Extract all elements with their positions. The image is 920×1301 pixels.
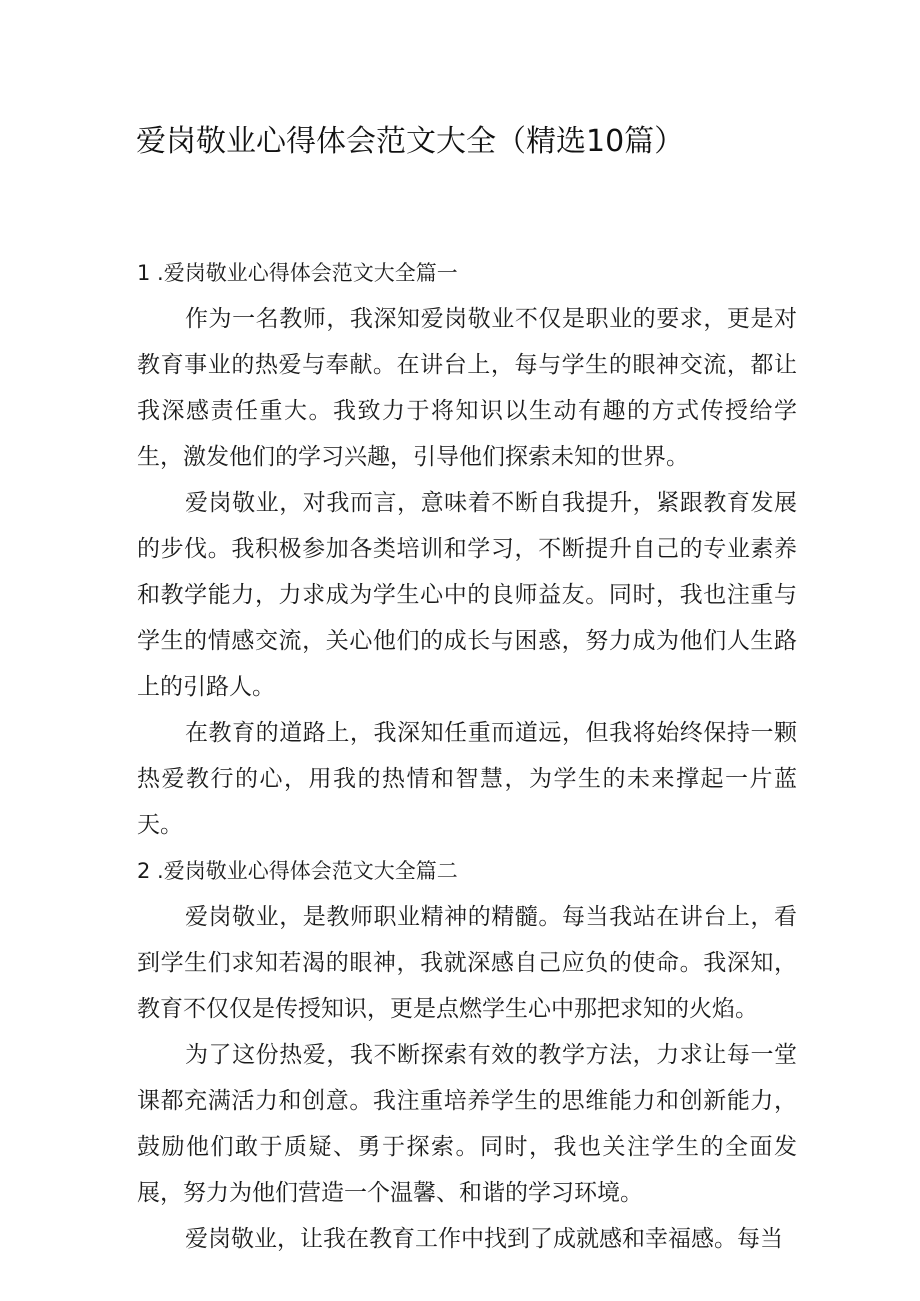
paragraph: 作为一名教师，我深知爱岗敬业不仅是职业的要求，更是对教育事业的热爱与奉献。在讲台上，每与学生的眼神交流，都让我深感责任重大。我致力于将知识以生动有趣的方式传授给学生，激发他们的学习兴趣，引导他们探索未知的世界。 <box>137 306 797 470</box>
paragraph: 爱岗敬业，是教师职业精神的精髓。每当我站在讲台上，看到学生们求知若渴的眼神，我就深感自己应负的使命。我深知，教育不仅仅是传授知识，更是点燃学生心中那把求知的火焰。 <box>137 904 797 1022</box>
section-2 <box>137 848 797 1262</box>
document-title: 爱岗敬业心得体会范文大全（精选10篇） <box>136 124 685 159</box>
section-heading: 1 .爱岗敬业心得体会范文大全篇一 <box>137 261 458 285</box>
paragraph: 爱岗敬业，让我在教育工作中找到了成就感和幸福感。每当 <box>185 1226 783 1252</box>
document-body <box>137 250 797 1262</box>
paragraph: 在教育的道路上，我深知任重而道远，但我将始终保持一颗热爱教行的心，用我的热情和智慧，为学生的未来撑起一片蓝天。 <box>137 720 797 838</box>
paragraph: 爱岗敬业，对我而言，意味着不断自我提升，紧跟教育发展的步伐。我积极参加各类培训和学习，不断提升自己的专业素养和教学能力，力求成为学生心中的良师益友。同时，我也注重与学生的情感交流，关心他们的成长与困惑，努力成为他们人生路上的引路人。 <box>137 490 797 700</box>
paragraph: 为了这份热爱，我不断探索有效的教学方法，力求让每一堂课都充满活力和创意。我注重培养学生的思维能力和创新能力，鼓励他们敢于质疑、勇于探索。同时，我也关注学生的全面发展，努力为他们营造一个温馨、和谐的学习环境。 <box>137 1042 797 1206</box>
section-1 <box>137 250 797 848</box>
section-heading: 2 .爱岗敬业心得体会范文大全篇二 <box>137 859 458 883</box>
